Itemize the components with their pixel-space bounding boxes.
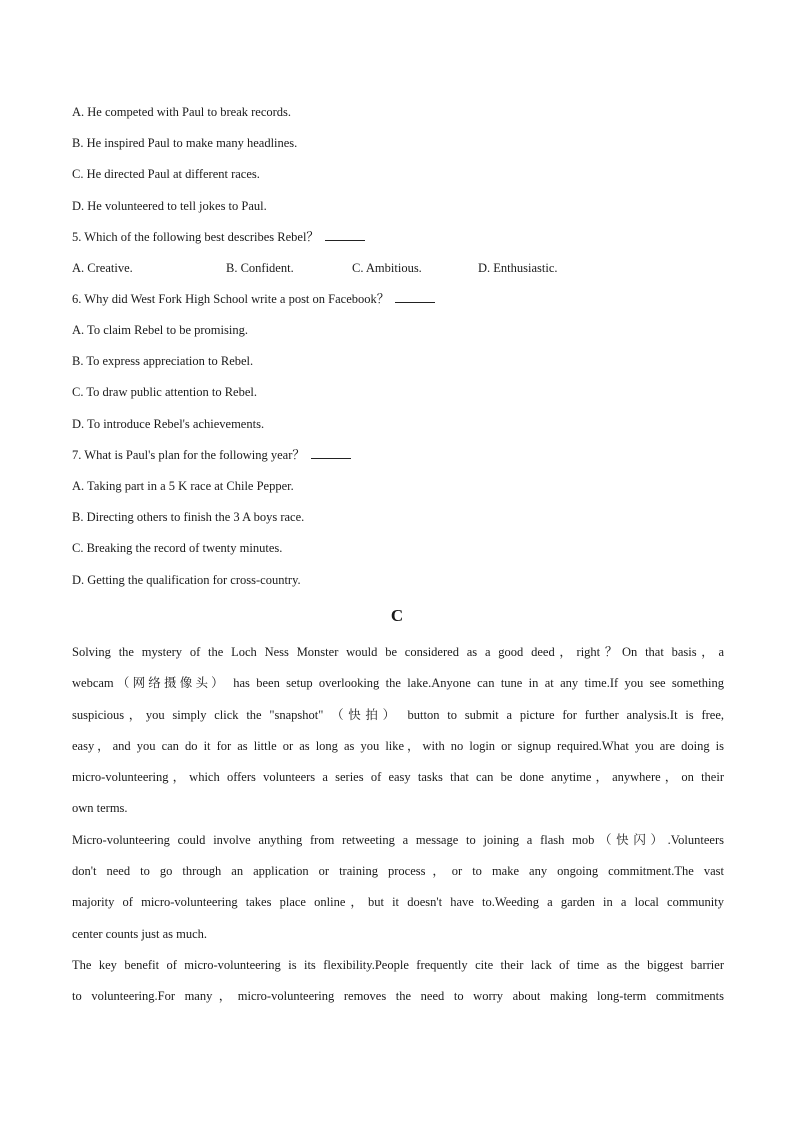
paragraph-1-line: micro-volunteering，which offers volunteers a series of easy tasks that can be done anytime，anywhere，on their bbox=[72, 770, 724, 785]
q6-option-b: B. To express appreciation to Rebel. bbox=[72, 354, 254, 368]
q5-answer-blank bbox=[325, 229, 365, 241]
q6-option-a: A. To claim Rebel to be promising. bbox=[72, 323, 248, 337]
q7-question-line bbox=[72, 447, 351, 463]
paragraph-2-line: center counts just as much. bbox=[72, 926, 208, 941]
q5-question-line bbox=[72, 229, 365, 245]
paragraph-1-line: webcam（网络摄像头） has been setup overlooking the lake.Anyone can tune in at any time.If you see something bbox=[72, 676, 724, 691]
paragraph-3-line: to volunteering.For many，micro-volunteering removes the need to worry about making long-term commitments bbox=[72, 989, 724, 1004]
q5-option-d: D. Enthusiastic. bbox=[478, 261, 558, 275]
q7-option-d: D. Getting the qualification for cross-country. bbox=[72, 573, 301, 587]
q6-answer-blank bbox=[395, 291, 435, 303]
q4-option-b: B. He inspired Paul to make many headlines. bbox=[72, 136, 298, 150]
q7-question: 7. What is Paul's plan for the following year？ bbox=[72, 448, 305, 462]
q6-option-c: C. To draw public attention to Rebel. bbox=[72, 385, 257, 399]
paragraph-1-line: own terms. bbox=[72, 801, 128, 816]
q6-question-line bbox=[72, 291, 435, 307]
q4-option-d: D. He volunteered to tell jokes to Paul. bbox=[72, 199, 267, 213]
paragraph-2-line: don't need to go through an application or training process，or to make any ongoing commitment.The vast bbox=[72, 864, 724, 879]
paragraph-1-line: easy，and you can do it for as little or as long as you like，with no login or signup required.What you are doing is bbox=[72, 738, 724, 753]
q7-answer-blank bbox=[311, 447, 351, 459]
paragraph-2-line: majority of micro-volunteering takes place online，but it doesn't have to.Weeding a garden in a local community bbox=[72, 895, 724, 910]
q5-option-b: B. Confident. bbox=[226, 261, 294, 275]
q5-question: 5. Which of the following best describes Rebel？ bbox=[72, 230, 319, 244]
q6-question: 6. Why did West Fork High School write a post on Facebook？ bbox=[72, 292, 390, 306]
q7-option-b: B. Directing others to finish the 3 A boys race. bbox=[72, 510, 305, 524]
paragraph-1-line: Solving the mystery of the Loch Ness Monster would be considered as a good deed，right？On that basis，a bbox=[72, 645, 724, 659]
paragraph-3-line: The key benefit of micro-volunteering is its flexibility.People frequently cite their lack of time as the biggest barrier bbox=[72, 957, 724, 972]
q4-option-c: C. He directed Paul at different races. bbox=[72, 167, 260, 181]
q7-option-a: A. Taking part in a 5 K race at Chile Pepper. bbox=[72, 479, 294, 493]
paragraph-2-line: Micro-volunteering could involve anything from retweeting a message to joining a flash mob（快闪）.Volunteers bbox=[72, 832, 724, 847]
q5-option-a: A. Creative. bbox=[72, 261, 133, 275]
q6-option-d: D. To introduce Rebel's achievements. bbox=[72, 417, 265, 431]
paragraph-1-line: suspicious，you simply click the "snapshot" （快拍） button to submit a picture for further analysis.It is free, bbox=[72, 707, 724, 722]
section-heading: C bbox=[390, 606, 404, 625]
q4-option-a: A. He competed with Paul to break records. bbox=[72, 105, 292, 119]
q7-option-c: C. Breaking the record of twenty minutes. bbox=[72, 541, 283, 555]
q5-option-c: C. Ambitious. bbox=[352, 261, 422, 275]
paragraph-1 bbox=[72, 637, 724, 1013]
